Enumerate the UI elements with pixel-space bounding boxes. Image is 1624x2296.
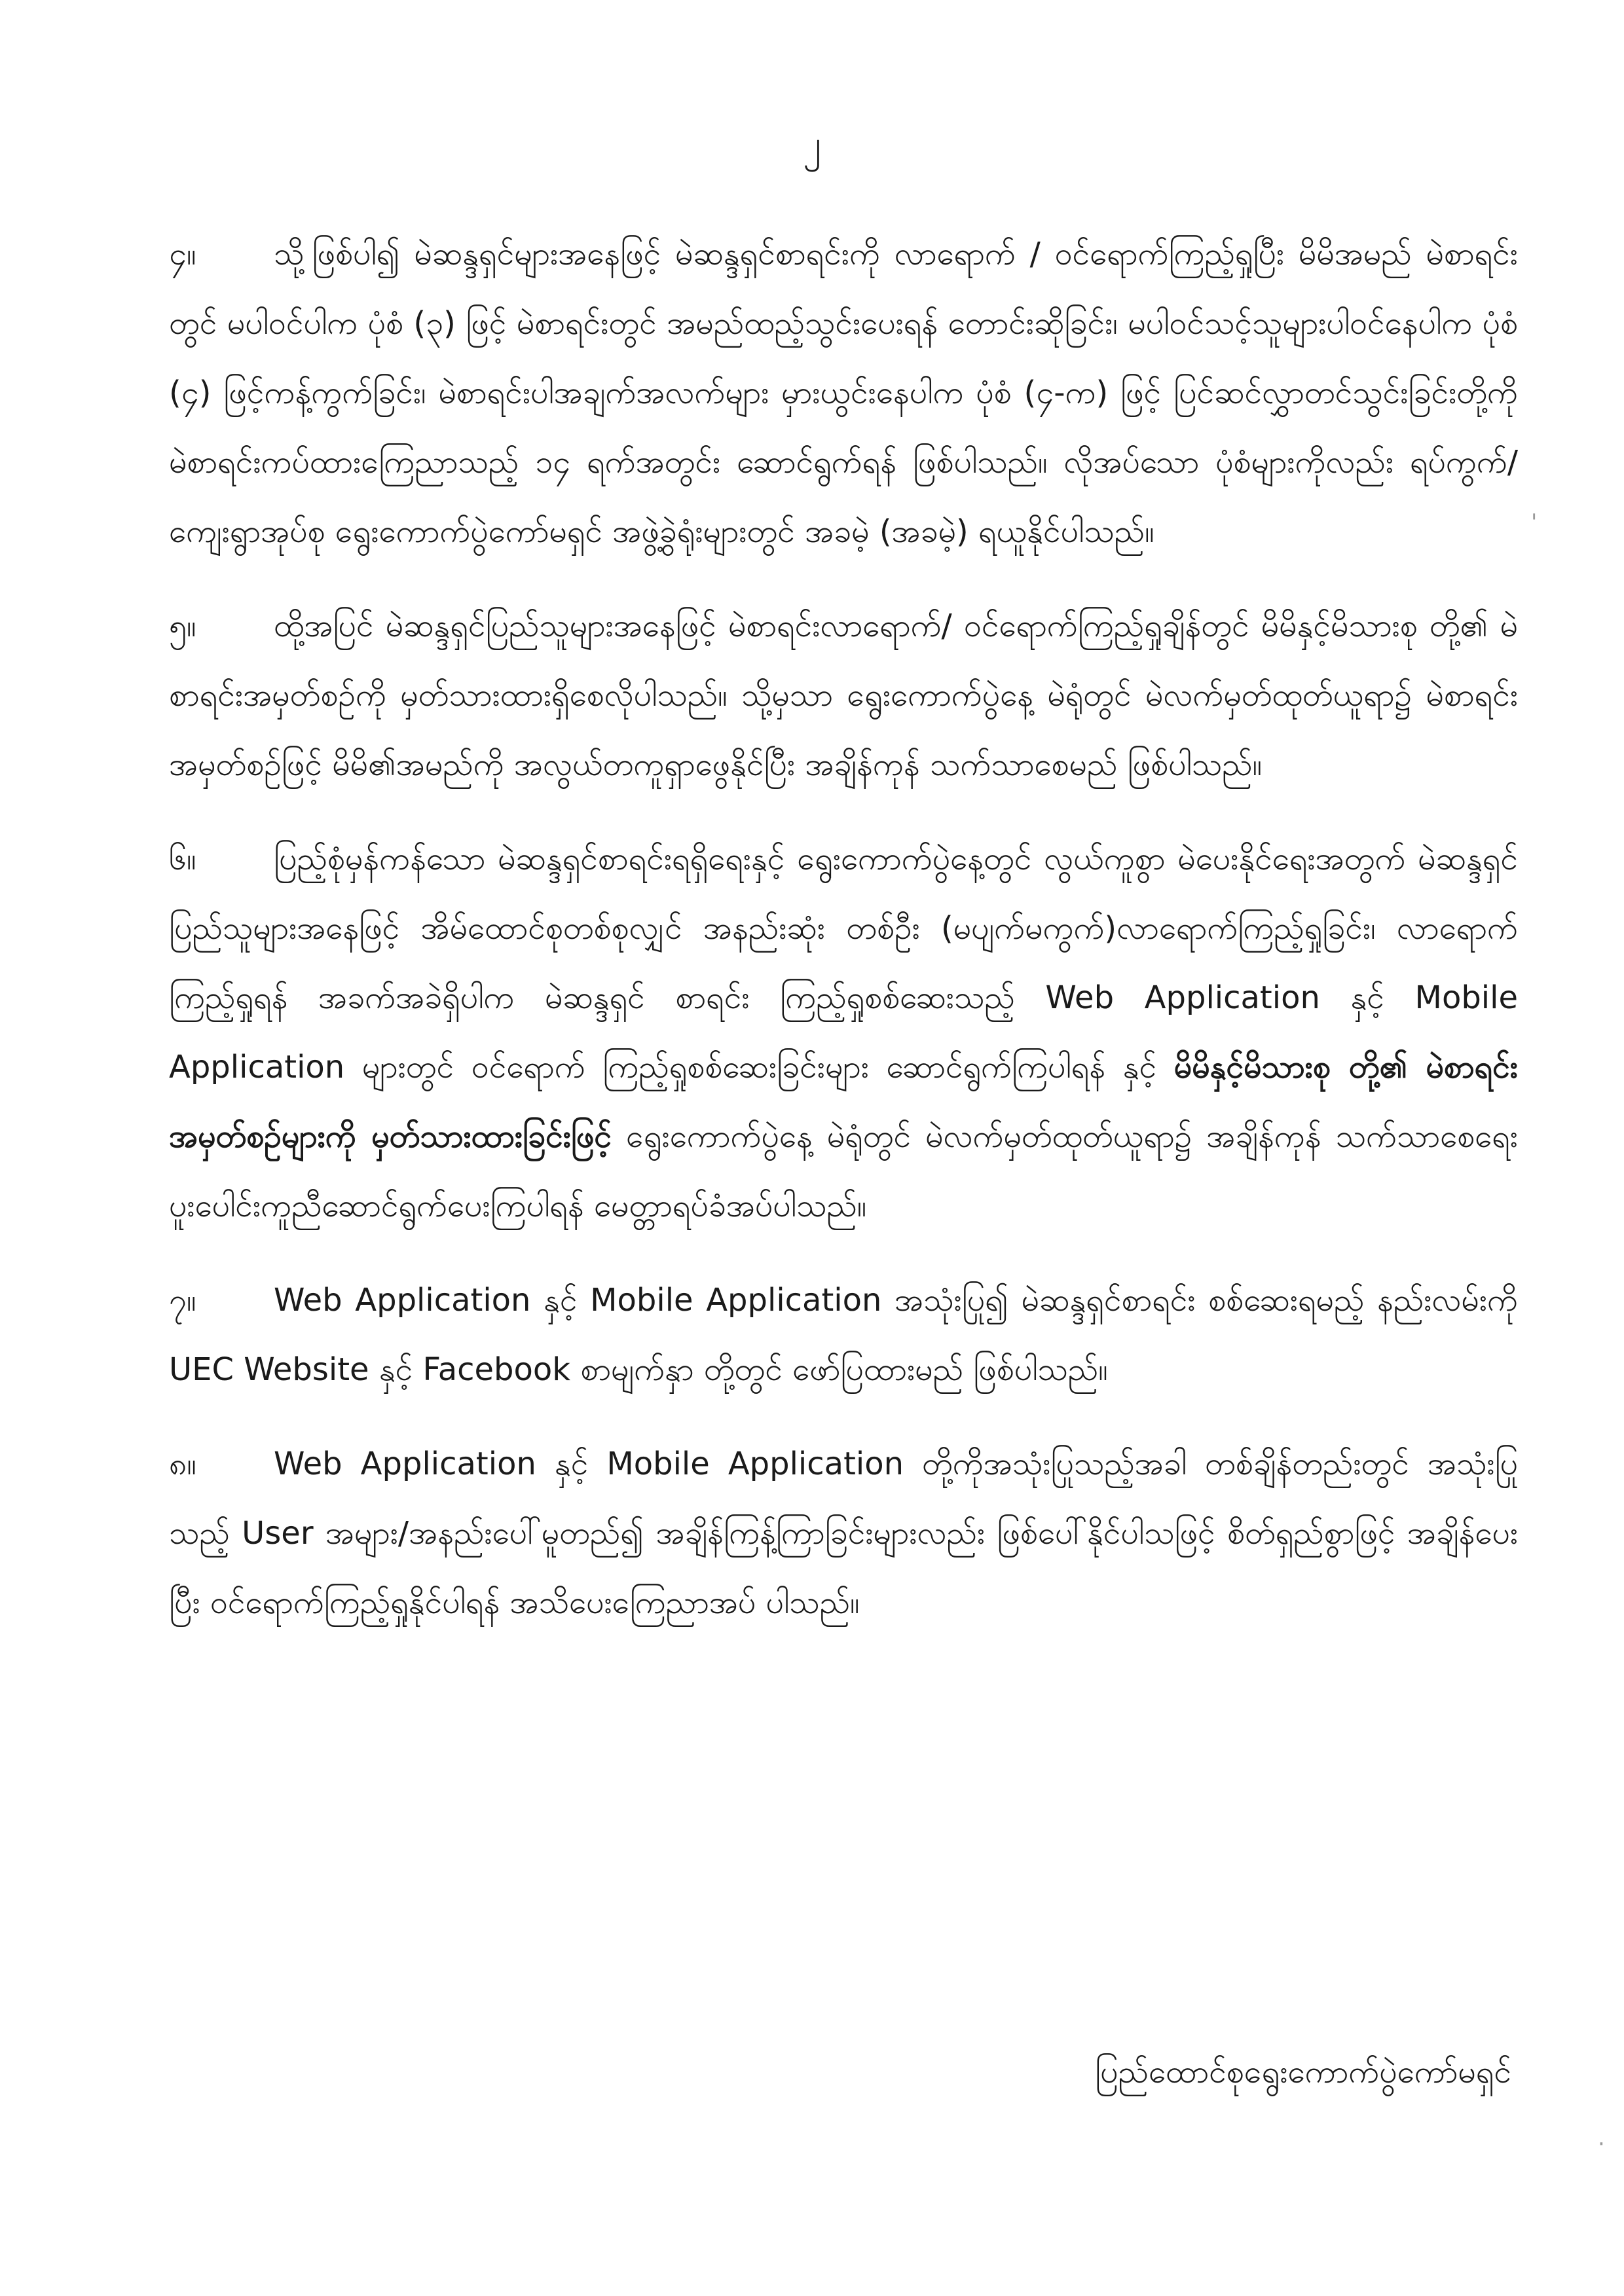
paragraph-8 [169, 1429, 1518, 1637]
paragraph-5 [169, 591, 1518, 799]
paragraph-4 [169, 219, 1518, 566]
paragraph-text: Web Application နှင့် Mobile Application တို့ကိုအသုံးပြုသည့်အခါ တစ်ချိန်တည်းတွင် အသုံးပြုသည့် User အများ/အနည်းပေါ်မူတည်၍ အချိန်ကြန့်ကြာခြင်းများလည်း ဖြစ်ပေါ်နိုင်ပါသဖြင့် စိတ်ရှည်စွာဖြင့် အချိန်ပေးပြီး ဝင်ရောက်ကြည့်ရှုနိုင်ပါရန် အသိပေးကြေညာအပ် ပါသည်။ [169, 1446, 1518, 1621]
paragraph-text: ထို့အပြင် မဲဆန္ဒရှင်ပြည်သူများအနေဖြင့် မဲစာရင်းလာရောက်/ ဝင်ရောက်ကြည့်ရှုချိန်တွင် မိမိနှင့်မိသားစု တို့၏ မဲစာရင်းအမှတ်စဉ်ကို မှတ်သားထားရှိစေလိုပါသည်။ သို့မှသာ ရွေးကောက်ပွဲနေ့ မဲရုံတွင် မဲလက်မှတ်ထုတ်ယူရာ၌ မဲစာရင်းအမှတ်စဉ်ဖြင့် မိမိ၏အမည်ကို အလွယ်တကူရှာဖွေနိုင်ပြီး အချိန်ကုန် သက်သာစေမည် ဖြစ်ပါသည်။ [169, 608, 1518, 783]
paragraph-number: ၄။ [169, 236, 196, 272]
paragraph-text: သို့ဖြစ်ပါ၍ မဲဆန္ဒရှင်များအနေဖြင့် မဲဆန္ဒရှင်စာရင်းကို လာရောက် / ဝင်ရောက်ကြည့်ရှုပြီး မိမိအမည် မဲစာရင်းတွင် မပါဝင်ပါက ပုံစံ (၃) ဖြင့် မဲစာရင်းတွင် အမည်ထည့်သွင်းပေးရန် တောင်းဆိုခြင်း၊ မပါဝင်သင့်သူများပါဝင်နေပါက ပုံစံ (၄) ဖြင့်ကန့်ကွက်ခြင်း၊ မဲစာရင်းပါအချက်အလက်များ မှားယွင်းနေပါက ပုံစံ (၄-က) ဖြင့် ပြင်ဆင်လွှာတင်သွင်းခြင်းတို့ကို မဲစာရင်းကပ်ထားကြေညာသည့် ၁၄ ရက်အတွင်း ဆောင်ရွက်ရန် ဖြစ်ပါသည်။ လိုအပ်သော ပုံစံများကိုလည်း ရပ်ကွက်/ကျေးရွာအုပ်စု ရွေးကောက်ပွဲကော်မရှင် အဖွဲ့ခွဲရုံးများတွင် အခမဲ့ (အခမဲ့) ရယူနိုင်ပါသည်။ [169, 236, 1518, 550]
page-number: ၂ [803, 122, 821, 165]
paragraph-text: Web Application နှင့် Mobile Application အသုံးပြု၍ မဲဆန္ဒရှင်စာရင်း စစ်ဆေးရမည့် နည်းလမ်းကို UEC Website နှင့် Facebook စာမျက်နှာ တို့တွင် ဖော်ပြထားမည် ဖြစ်ပါသည်။ [169, 1282, 1518, 1388]
paragraph-bold-text: မိမိနှင့်မိသားစု တို့၏ မဲစာရင်း အမှတ်စဉ်များကို မှတ်သားထားခြင်းဖြင့် [169, 1049, 1518, 1155]
document-body [169, 219, 1518, 1662]
paragraph-6 [169, 824, 1518, 1241]
paragraph-text: ပြည့်စုံမှန်ကန်သော မဲဆန္ဒရှင်စာရင်းရရှိရေးနှင့် ရွေးကောက်ပွဲနေ့တွင် လွယ်ကူစွာ မဲပေးနိုင်ရေးအတွက် မဲဆန္ဒရှင်ပြည်သူများအနေဖြင့် အိမ်ထောင်စုတစ်စုလျှင် အနည်းဆုံး တစ်ဦး (မပျက်မကွက်)လာရောက်ကြည့်ရှုခြင်း၊ လာရောက်ကြည့်ရှုရန် အခက်အခဲရှိပါက မဲဆန္ဒရှင် စာရင်း ကြည့်ရှုစစ်ဆေးသည့် Web Application နှင့် Mobile Application များတွင် ဝင်ရောက် ကြည့်ရှုစစ်ဆေးခြင်းများ ဆောင်ရွက်ကြပါရန် နှင့် [169, 841, 1518, 1085]
paragraph-7 [169, 1266, 1518, 1404]
scan-artifact-mark: · [1598, 2131, 1605, 2157]
paragraph-number: ၆။ [169, 841, 196, 877]
signature-block: ပြည်ထောင်စုရွေးကောက်ပွဲကော်မရှင် [1095, 2054, 1511, 2090]
scan-artifact-mark: ' [1531, 509, 1538, 536]
paragraph-number: ၈။ [169, 1446, 196, 1482]
paragraph-text-continued: ရွေးကောက်ပွဲနေ့ မဲရုံတွင် မဲလက်မှတ်ထုတ်ယူရာ၌ အချိန်ကုန် သက်သာစေရေး ပူးပေါင်းကူညီဆောင်ရွက်ပေးကြပါရန် မေတ္တာရပ်ခံအပ်ပါသည်။ [169, 1118, 1518, 1224]
paragraph-number: ၅။ [169, 608, 196, 644]
paragraph-number: ၇။ [169, 1282, 196, 1319]
